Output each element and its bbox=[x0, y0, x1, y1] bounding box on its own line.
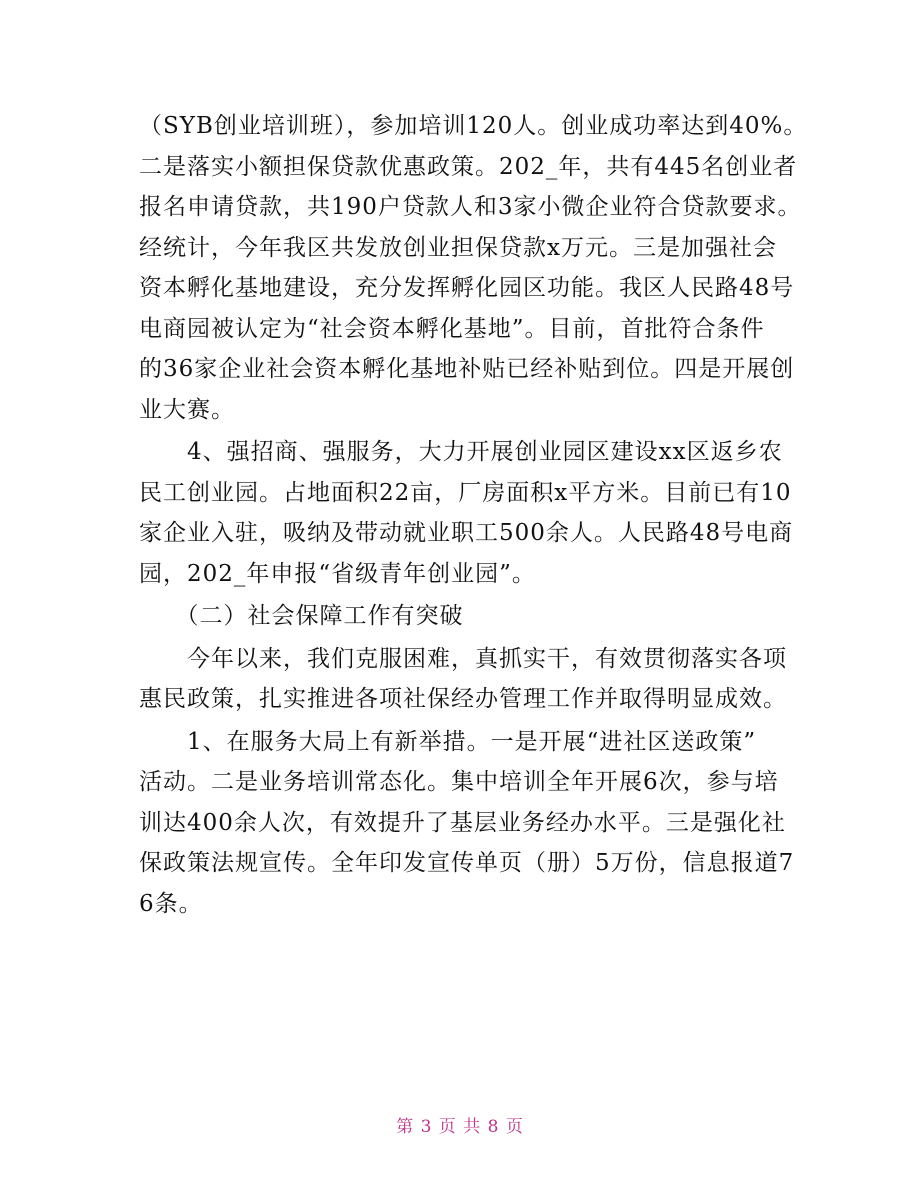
text-line-11: 家企业入驻，吸纳及带动就业职工500余人。人民路48号电商 bbox=[139, 520, 794, 546]
text-line-12: 园，202_年申报“省级青年创业园”。 bbox=[139, 560, 536, 587]
text-line-20: 6条。 bbox=[139, 890, 203, 917]
section-heading: （二）社会保障工作有突破 bbox=[139, 603, 464, 629]
text-line-6: 电商园被认定为“社会资本孵化基地”。目前，首批符合条件 bbox=[139, 315, 765, 342]
text-line-15: 惠民政策，扎实推进各项社保经办管理工作并取得明显成效。 bbox=[139, 686, 787, 712]
text-line-8: 业大赛。 bbox=[139, 396, 235, 423]
text-line-19: 保政策法规宣传。全年印发宣传单页（册）5万份，信息报道7 bbox=[139, 850, 795, 876]
document-body bbox=[139, 106, 808, 924]
text-line-2: 二是落实小额担保贷款优惠政策。202_年，共有445名创业者 bbox=[139, 153, 798, 180]
text-line-17: 活动。二是业务培训常态化。集中培训全年开展6次，参与培 bbox=[139, 769, 779, 795]
text-line-9: 4、强招商、强服务，大力开展创业园区建设xx区返乡农 bbox=[139, 439, 783, 465]
text-line-18: 训达400余人次，有效提升了基层业务经办水平。三是强化社 bbox=[139, 809, 786, 836]
text-line-16: 1、在服务大局上有新举措。一是开展“进社区送政策” bbox=[139, 728, 757, 755]
text-line-14: 今年以来，我们克服困难，真抓实干，有效贯彻落实各项 bbox=[139, 645, 787, 672]
text-line-10: 民工创业园。占地面积22亩，厂房面积x平方米。目前已有10 bbox=[139, 479, 792, 506]
text-line-3: 报名申请贷款，共190户贷款人和3家小微企业符合贷款要求。 bbox=[139, 194, 802, 220]
page-number-footer: 第 3 页 共 8 页 bbox=[396, 1117, 524, 1137]
text-line-1: （SYB创业培训班），参加培训120人。创业成功率达到40%。 bbox=[139, 113, 808, 139]
text-line-7: 的36家企业社会资本孵化基地补贴已经补贴到位。四是开展创 bbox=[139, 356, 795, 382]
text-line-5: 资本孵化基地建设，充分发挥孵化园区功能。我区人民路48号 bbox=[139, 275, 795, 301]
text-line-4: 经统计，今年我区共发放创业担保贷款x万元。三是加强社会 bbox=[139, 234, 777, 261]
